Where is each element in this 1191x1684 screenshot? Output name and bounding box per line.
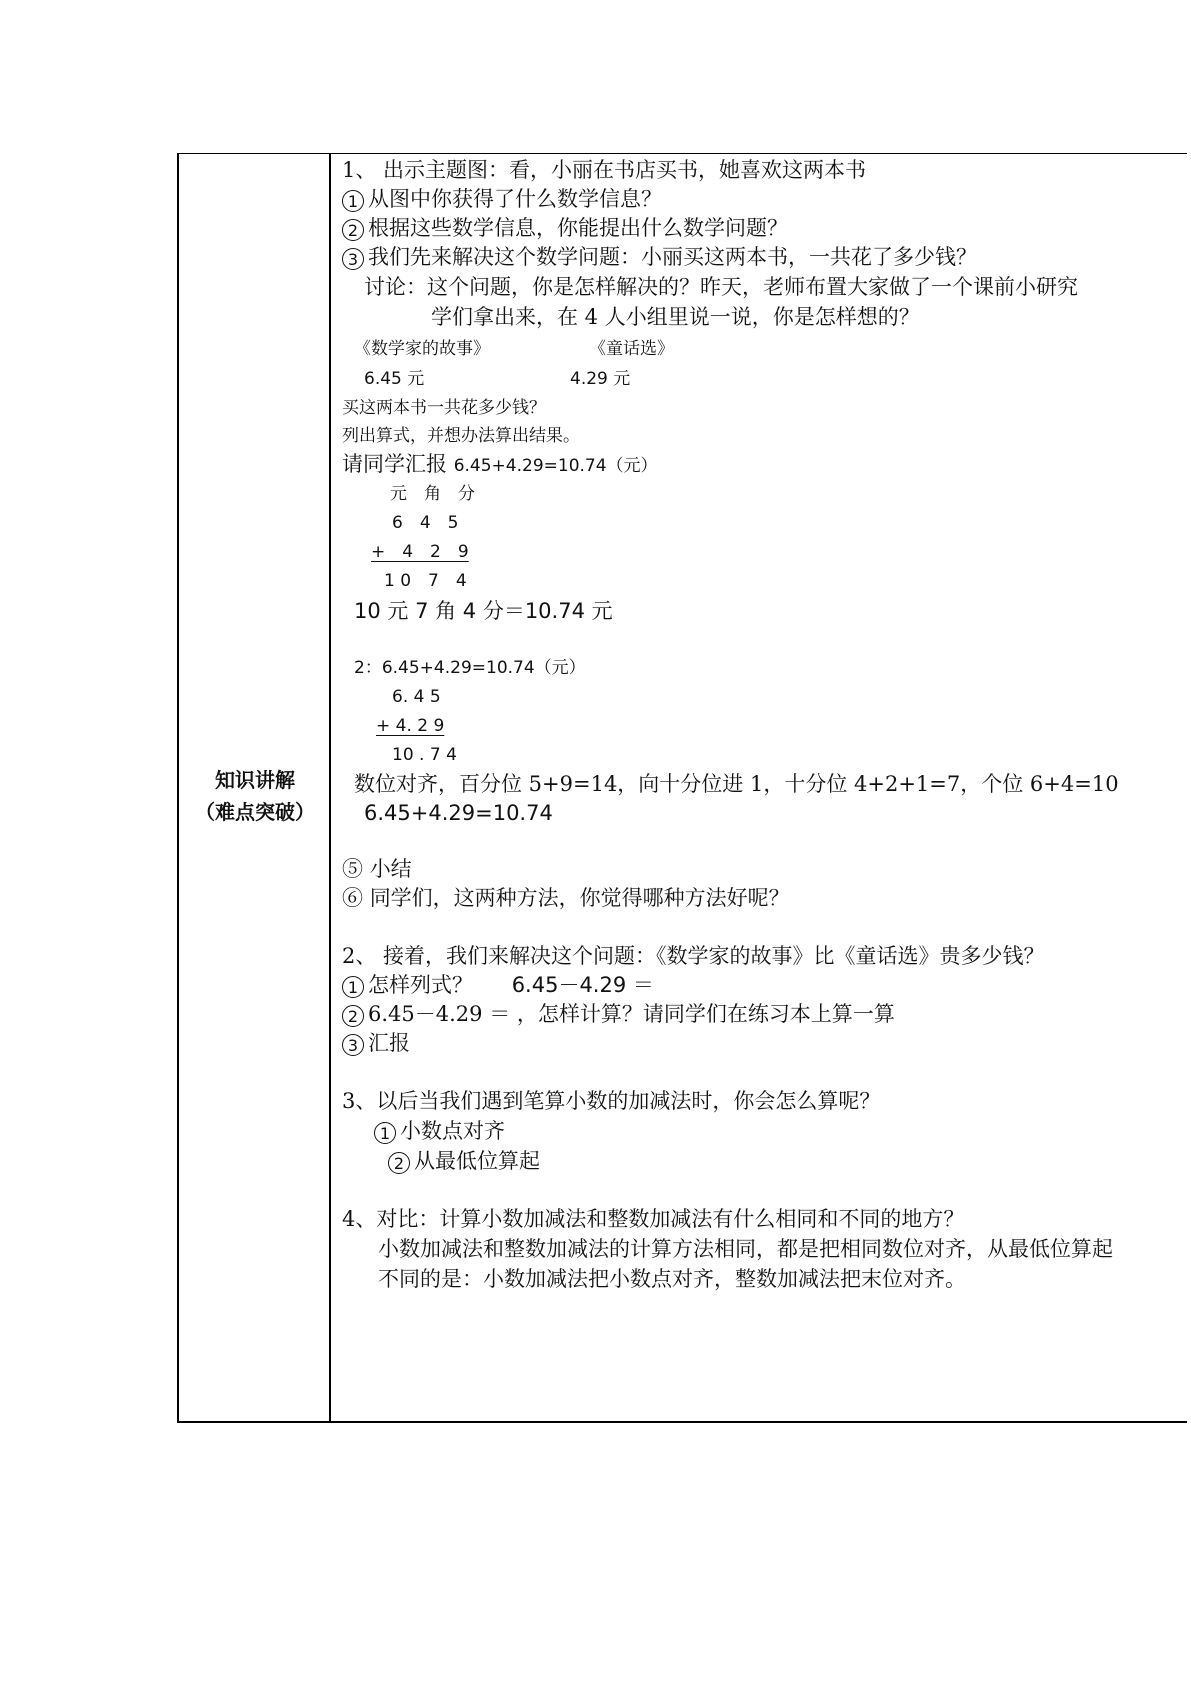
s2-q2-text: 6.45－4.29 ＝ ，怎样计算？请同学们在练习本上算一算 <box>368 1002 895 1026</box>
s3-rule-2-text: 从最低位算起 <box>414 1149 540 1173</box>
book-title-1: 《数学家的故事》 <box>354 339 490 359</box>
circled-number-3: 3 <box>342 248 364 270</box>
circled-number-1: 1 <box>374 1122 396 1144</box>
s2-title: 2、 接着，我们来解决这个问题：《数学家的故事》比《童话选》贵多少钱？ <box>342 944 1045 968</box>
s1-q3 <box>342 245 977 270</box>
s4-title: 4、对比：计算小数加减法和整数加减法有什么相同和不同的地方？ <box>342 1207 965 1231</box>
s1-q1 <box>342 187 662 212</box>
s1-summary <box>342 857 412 881</box>
s3-title: 3、以后当我们遇到笔算小数的加减法时，你会怎么算呢？ <box>342 1089 881 1113</box>
s1-report <box>342 452 658 478</box>
circled-number-2: 2 <box>342 1005 364 1027</box>
s1-discuss-line1: 讨论：这个问题，你是怎样解决的？昨天，老师布置大家做了一个课前小研究 <box>364 275 1078 299</box>
s1-compare-methods-text: 同学们，这两种方法，你觉得哪种方法好呢？ <box>369 886 790 910</box>
m2-row-1: 6. 4 5 <box>392 687 441 707</box>
s1-ask: 买这两本书一共花多少钱？ <box>342 398 546 418</box>
m2-row-2: + 4. 2 9 <box>376 716 445 736</box>
s1-discuss-line2: 学们拿出来，在 4 人小组里说一说，你是怎样想的？ <box>431 305 920 329</box>
units-header: 元 角 分 <box>390 484 475 504</box>
m2-explain: 数位对齐，百分位 5+9=14，向十分位进 1，十分位 4+2+1=7，个位 6+4=10 <box>354 772 1119 796</box>
column-row-3: 1 0 7 4 <box>384 571 467 591</box>
s2-q1 <box>342 973 654 998</box>
s2-q3-text: 汇报 <box>368 1031 410 1055</box>
s2-q2 <box>342 1002 895 1027</box>
s1-report-equation: 6.45+4.29=10.74（元） <box>453 456 658 476</box>
book-title-2: 《童话选》 <box>589 339 674 359</box>
circled-number-1: 1 <box>342 190 364 212</box>
s1-q2-text: 根据这些数学信息，你能提出什么数学问题？ <box>368 216 788 240</box>
s2-q3 <box>342 1031 410 1056</box>
book-price-1: 6.45 元 <box>364 369 425 389</box>
s1-result: 10 元 7 角 4 分＝10.74 元 <box>354 599 613 623</box>
s1-compare-methods <box>342 886 790 910</box>
column-row-1: 6 4 5 <box>392 513 459 533</box>
section-label-line2: （难点突破） <box>195 800 315 824</box>
s4-same: 小数加减法和整数加减法的计算方法相同，都是把相同数位对齐，从最低位算起 <box>378 1237 1113 1261</box>
circled-number-2: 2 <box>342 219 364 241</box>
s3-rule-2 <box>388 1149 540 1174</box>
book-price-2: 4.29 元 <box>570 369 631 389</box>
circled-number-5: ⑤ <box>342 857 363 881</box>
s2-q1-text: 怎样列式？ <box>368 973 473 997</box>
m2-final: 6.45+4.29=10.74 <box>364 801 553 825</box>
section-label <box>179 764 331 828</box>
circled-number-2: 2 <box>388 1152 410 1174</box>
m2-equation: 2：6.45+4.29=10.74（元） <box>354 658 586 678</box>
s1-report-label: 请同学汇报 <box>342 452 447 476</box>
s2-q1-equation: 6.45－4.29 ＝ <box>511 973 654 997</box>
s1-q3-text: 我们先来解决这个数学问题：小丽买这两本书，一共花了多少钱？ <box>368 245 977 269</box>
m2-row-3: 10 . 7 4 <box>392 745 457 765</box>
lesson-table <box>177 153 1187 1423</box>
content-cell <box>334 154 1187 1421</box>
section-label-cell <box>179 154 331 1421</box>
s3-rule-1-text: 小数点对齐 <box>400 1119 505 1143</box>
s1-q2 <box>342 216 788 241</box>
circled-number-3: 3 <box>342 1034 364 1056</box>
s1-list: 列出算式，并想办法算出结果。 <box>342 426 580 446</box>
s4-diff: 不同的是：小数加减法把小数点对齐，整数加减法把末位对齐。 <box>378 1267 966 1291</box>
s1-summary-text: 小结 <box>369 857 412 881</box>
section-label-line1: 知识讲解 <box>215 768 295 792</box>
s1-title: 1、 出示主题图：看，小丽在书店买书，她喜欢这两本书 <box>342 158 867 182</box>
circled-number-6: ⑥ <box>342 886 363 910</box>
s1-q1-text: 从图中你获得了什么数学信息？ <box>368 187 662 211</box>
circled-number-1: 1 <box>342 976 364 998</box>
s3-rule-1 <box>374 1119 505 1144</box>
column-row-2: + 4 2 9 <box>371 542 469 562</box>
